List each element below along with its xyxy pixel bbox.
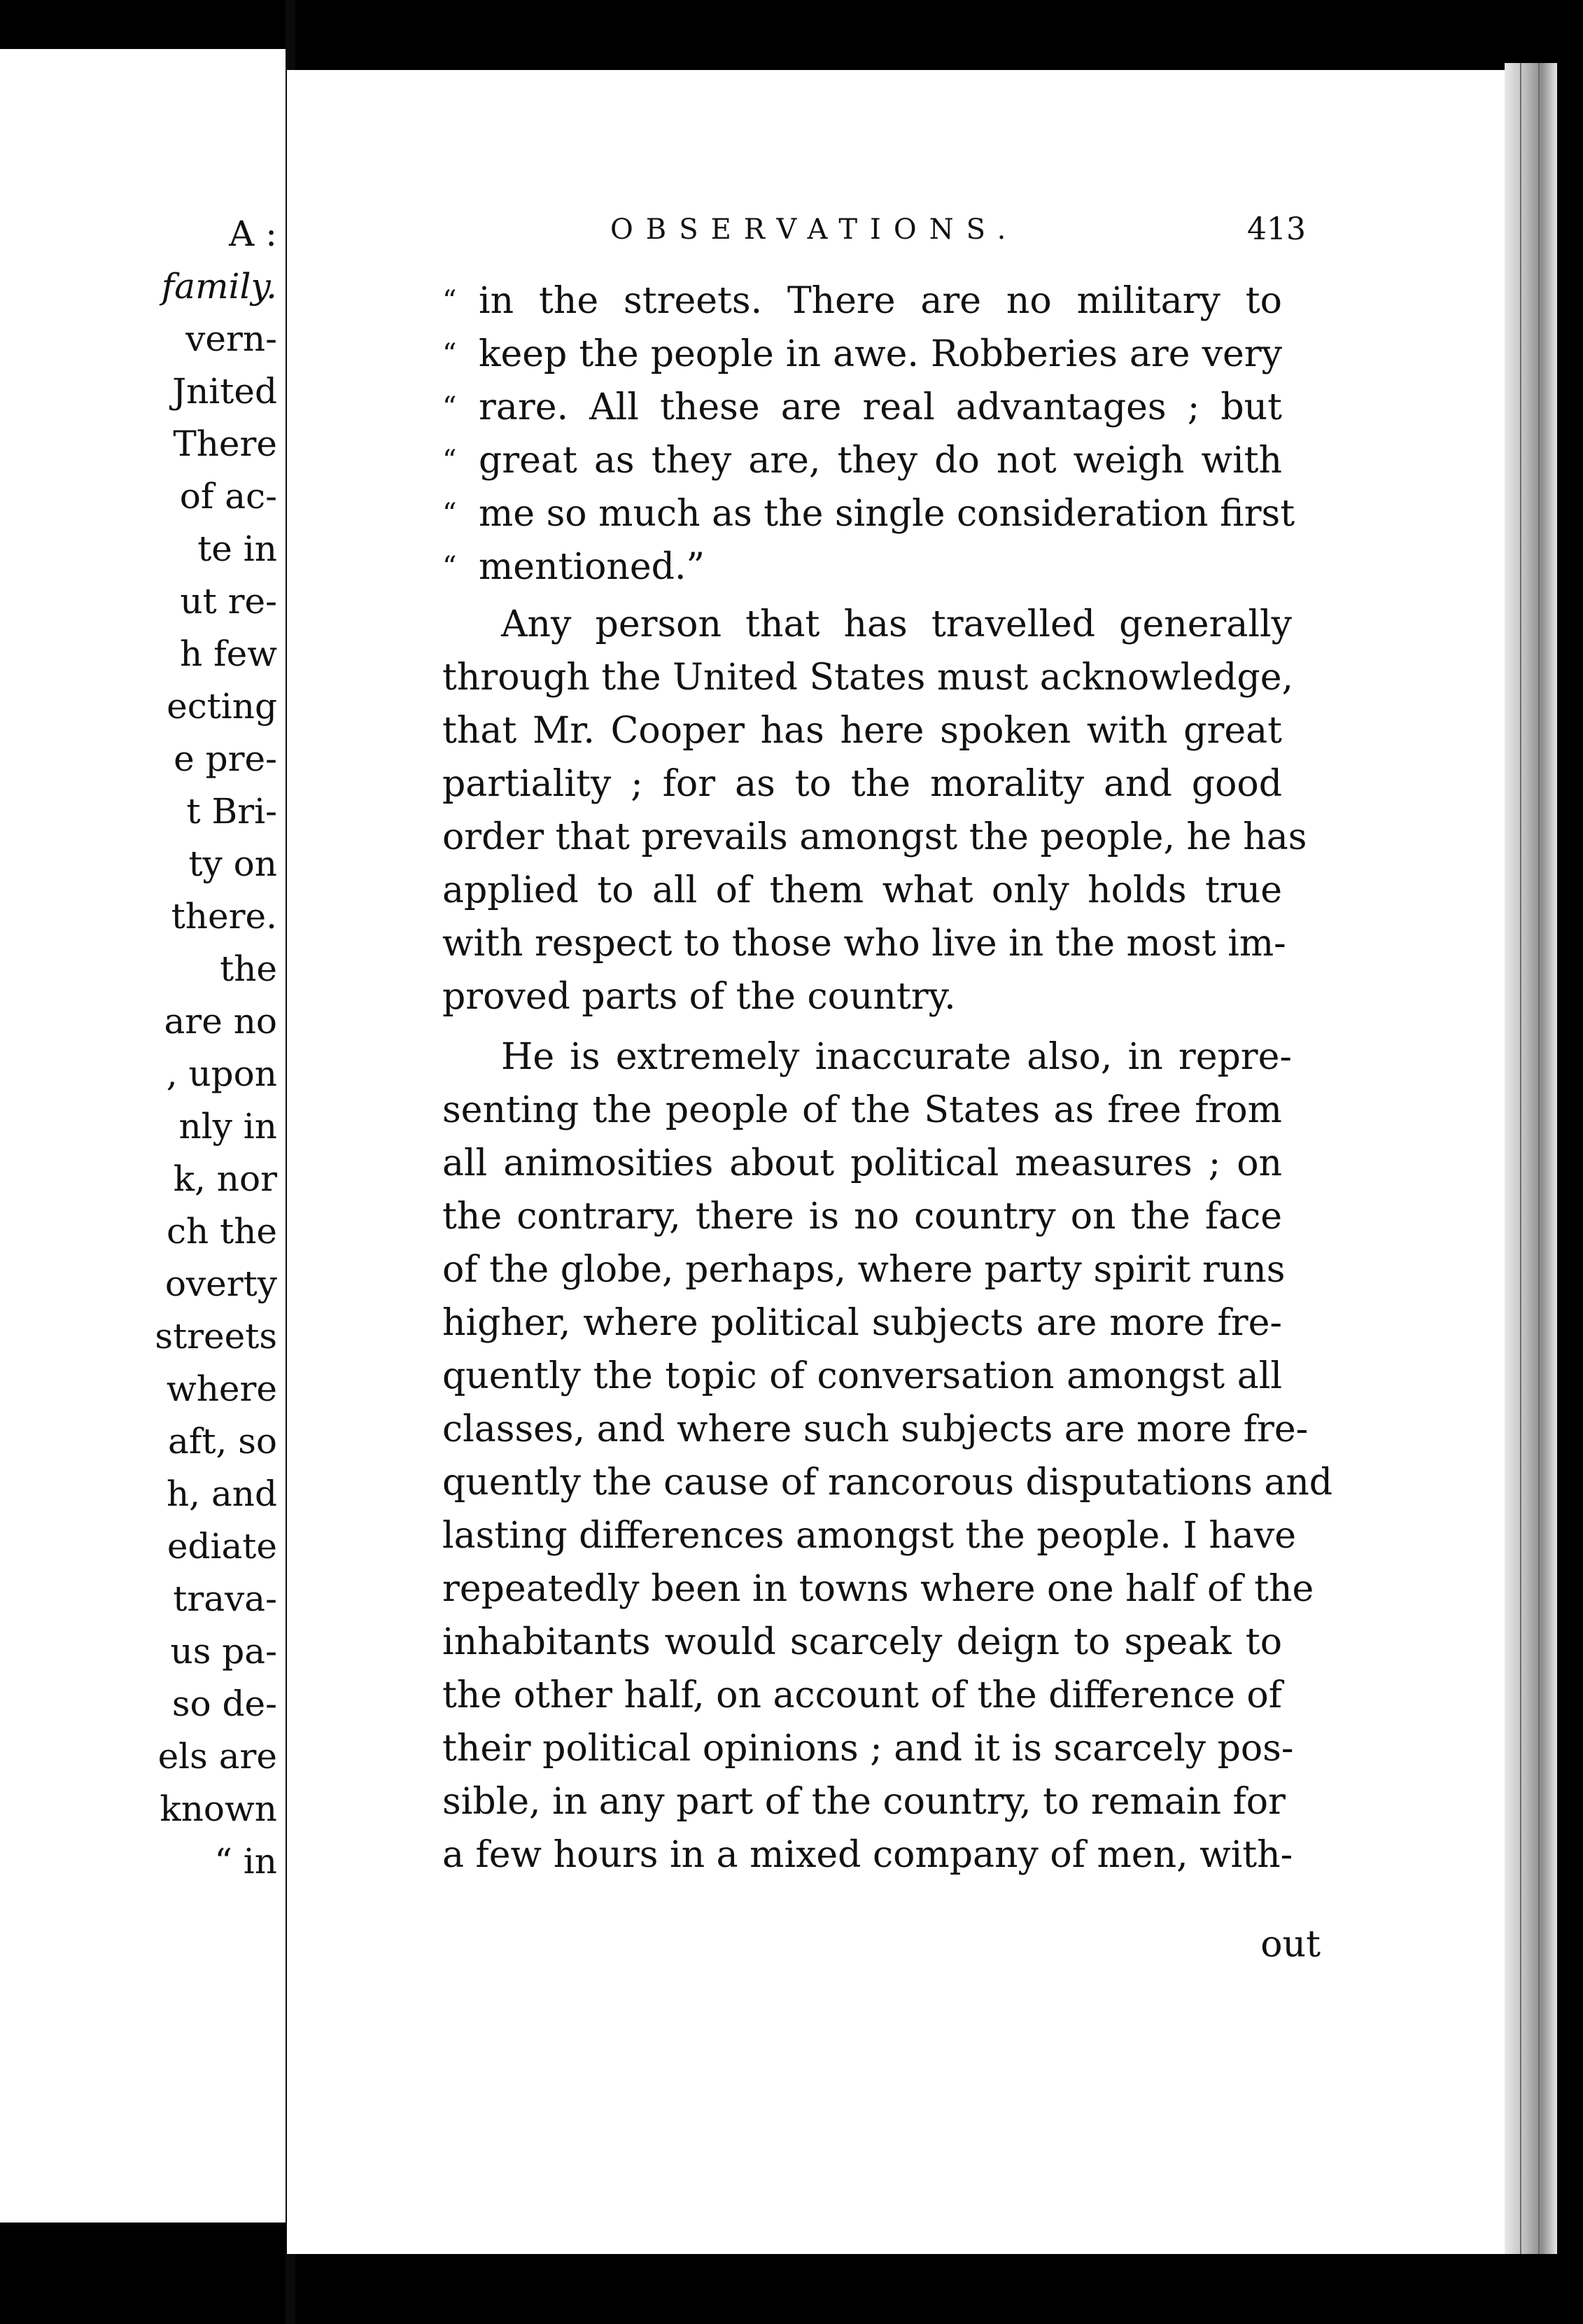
paragraph-line [442, 651, 1303, 704]
left-page-line: t Bri- [186, 791, 277, 832]
left-page-line: streets [155, 1316, 277, 1357]
paragraph-line [442, 1190, 1303, 1243]
left-page-line: ty on [188, 844, 277, 884]
line-text: of the globe, perhaps, where party spirit runs [442, 1249, 1286, 1291]
line-text: through the United States must acknowledge, [442, 657, 1294, 699]
line-text: partiality ; for as to the morality and good [442, 763, 1282, 805]
paragraph-line [442, 1403, 1309, 1456]
paragraph-line [442, 1828, 1303, 1882]
left-page-line: “ in [214, 1841, 277, 1882]
catchword: out [1260, 1924, 1321, 1966]
page-number: 413 [1247, 211, 1306, 247]
line-text: senting the people of the States as free from [442, 1089, 1282, 1131]
left-page-line: h, and [166, 1474, 277, 1514]
left-page-line: h few [180, 634, 277, 674]
left-page-line: of ac- [179, 476, 277, 517]
left-page-line: where [166, 1368, 277, 1409]
left-page-line: overty [164, 1264, 277, 1304]
left-page-line: ecting [167, 686, 277, 727]
left-page-line: nly in [178, 1106, 277, 1147]
left-page-line: are no [164, 1001, 277, 1042]
line-text: inhabitants would scarcely deign to speak to [442, 1621, 1282, 1663]
line-text: mentioned.” [479, 546, 705, 588]
line-text: the contrary, there is no country on the face [442, 1196, 1282, 1238]
previous-page-fragment [0, 49, 286, 2222]
left-page-line: ut re- [180, 581, 277, 622]
paragraph-line [442, 970, 1303, 1023]
line-text: classes, and where such subjects are more fre- [442, 1408, 1309, 1450]
left-page-line: family. [161, 266, 277, 307]
paragraph-line [442, 1722, 1303, 1775]
line-text: quently the cause of rancorous disputations and [442, 1462, 1333, 1504]
paragraph-line [442, 1562, 1314, 1616]
paragraph-line [442, 598, 1303, 651]
line-text: with respect to those who live in the most im- [442, 923, 1286, 965]
page-edge-stack [1505, 63, 1557, 2254]
line-text: proved parts of the country. [442, 976, 956, 1018]
quote-mark: “ [442, 391, 457, 424]
left-page-line: ediate [167, 1526, 277, 1567]
left-page-line: aft, so [168, 1421, 277, 1462]
line-text: He is extremely inaccurate also, in repre- [501, 1036, 1292, 1078]
quote-mark: “ [442, 551, 457, 583]
left-page-line: e pre- [174, 738, 277, 779]
left-page-line: ch the [167, 1211, 277, 1252]
paragraph-line [442, 864, 1303, 917]
quoted-line [442, 487, 1303, 540]
running-title: OBSERVATIONS. [610, 214, 1019, 246]
paragraph-line [442, 1456, 1333, 1509]
line-text: quently the topic of conversation amongst all [442, 1355, 1282, 1397]
line-text: rare. All these are real advantages ; but [479, 386, 1282, 428]
quote-mark: “ [442, 338, 457, 370]
quoted-line [442, 328, 1303, 381]
left-page-line: k, nor [173, 1158, 277, 1199]
line-text: higher, where political subjects are more fre- [442, 1302, 1282, 1344]
paragraph-line [442, 917, 1303, 970]
left-page-line: the [220, 948, 277, 989]
line-text: lasting differences amongst the people. I have [442, 1515, 1297, 1557]
paragraph-line [442, 1084, 1303, 1137]
line-text: in the streets. There are no military to [479, 280, 1282, 322]
quote-mark: “ [442, 285, 457, 317]
quoted-line [442, 540, 1303, 594]
paragraph-line [442, 1296, 1303, 1350]
paragraph-line [442, 1243, 1303, 1296]
left-page-line: , upon [166, 1054, 277, 1094]
left-page-line: vern- [185, 318, 277, 359]
quote-mark: “ [442, 444, 457, 477]
line-text: keep the people in awe. Robberies are very [479, 333, 1282, 375]
line-text: applied to all of them what only holds true [442, 869, 1282, 911]
line-text: their political opinions ; and it is scarcely pos- [442, 1728, 1294, 1770]
line-text: sible, in any part of the country, to remain for [442, 1781, 1286, 1823]
paragraph-line [442, 1350, 1303, 1403]
left-page-line: te in [197, 528, 277, 569]
paragraph-line [442, 1775, 1303, 1828]
paragraph-line [442, 704, 1303, 757]
paragraph-line [442, 1030, 1303, 1084]
line-text: the other half, on account of the difference of [442, 1674, 1282, 1716]
paragraph-line [442, 1669, 1303, 1722]
quoted-line [442, 381, 1303, 434]
line-text: that Mr. Cooper has here spoken with great [442, 710, 1282, 752]
line-text: all animosities about political measures ; on [442, 1142, 1282, 1184]
left-page-line: els are [157, 1736, 277, 1777]
left-page-line: known [160, 1788, 277, 1829]
left-page-line: There [173, 424, 277, 464]
quote-mark: “ [442, 498, 457, 530]
left-page-line: so de- [171, 1684, 277, 1724]
paragraph-line [442, 1616, 1303, 1669]
left-page-line: trava- [173, 1578, 277, 1619]
left-page-line: Jnited [172, 371, 277, 412]
paragraph-line [442, 757, 1303, 811]
left-page-line: there. [171, 896, 277, 937]
quoted-line [442, 274, 1303, 328]
line-text: great as they are, they do not weigh with [479, 440, 1282, 482]
line-text: Any person that has travelled generally [501, 603, 1292, 645]
page-edge-line [1538, 63, 1540, 2254]
paragraph-line [442, 1137, 1303, 1190]
quoted-line [442, 434, 1303, 487]
line-text: a few hours in a mixed company of men, with- [442, 1834, 1293, 1876]
line-text: repeatedly been in towns where one half of the [442, 1568, 1314, 1610]
line-text: me so much as the single consideration first [479, 493, 1295, 535]
left-page-line: us pa- [170, 1631, 277, 1672]
page-edge-line [1520, 63, 1521, 2254]
line-text: order that prevails amongst the people, he has [442, 816, 1307, 858]
paragraph-line [442, 1509, 1303, 1562]
paragraph-line [442, 811, 1307, 864]
left-page-line: A : [229, 214, 277, 254]
